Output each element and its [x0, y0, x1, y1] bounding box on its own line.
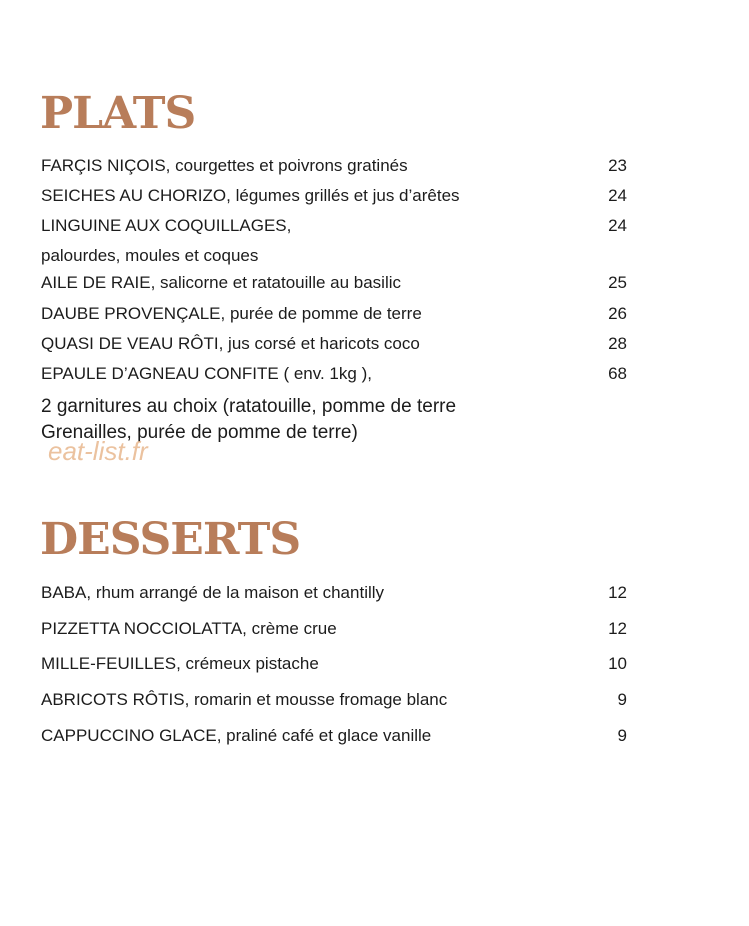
item-price: 25 — [608, 273, 627, 292]
item-name: BABA, — [41, 583, 92, 602]
menu-item — [41, 303, 627, 325]
item-description: purée de pomme de terre — [225, 304, 422, 323]
item-price: 28 — [608, 334, 627, 353]
item-name: MILLE-FEUILLES, — [41, 654, 181, 673]
garnish-line-1: 2 garnitures au choix (ratatouille, pomme de terre — [41, 396, 457, 417]
item-price: 9 — [617, 690, 627, 709]
menu-item — [41, 155, 627, 177]
item-description: légumes grillés et jus d’arêtes — [230, 186, 460, 205]
menu-item — [41, 618, 627, 640]
item-name: AILE DE RAIE, — [41, 273, 156, 292]
item-name: ABRICOTS RÔTIS, — [41, 690, 190, 709]
menu-item — [41, 333, 627, 355]
plats-heading: PLATS — [40, 88, 196, 139]
menu-item — [41, 689, 627, 711]
item-name: PIZZETTA NOCCIOLATTA, — [41, 619, 247, 638]
item-description: ( env. 1kg ), — [278, 364, 372, 383]
item-description: crème crue — [246, 619, 337, 638]
item-description-line2: palourdes, moules et coques — [41, 246, 259, 265]
item-name: FARÇIS NIÇOIS, — [41, 156, 171, 175]
item-description: jus corsé et haricots coco — [223, 334, 420, 353]
item-description: courgettes et poivrons gratinés — [170, 156, 408, 175]
item-price: 23 — [608, 156, 627, 175]
item-name: DAUBE PROVENÇALE, — [41, 304, 226, 323]
menu-item — [41, 185, 627, 207]
item-price: 10 — [608, 654, 627, 673]
menu-item — [41, 653, 627, 675]
item-price: 24 — [608, 216, 627, 235]
menu-item — [41, 272, 627, 294]
item-name: CAPPUCCINO GLACE, — [41, 726, 222, 745]
item-description: salicorne et ratatouille au basilic — [155, 273, 402, 292]
menu-item — [41, 582, 627, 604]
item-price: 26 — [608, 304, 627, 323]
item-price: 68 — [608, 364, 627, 383]
item-name: SEICHES AU CHORIZO, — [41, 186, 231, 205]
item-price: 24 — [608, 186, 627, 205]
item-description: crémeux pistache — [180, 654, 319, 673]
item-description: romarin et mousse fromage blanc — [189, 690, 448, 709]
menu-item — [41, 363, 627, 385]
item-price: 12 — [608, 583, 627, 602]
desserts-heading: DESSERTS — [40, 514, 301, 565]
item-name: QUASI DE VEAU RÔTI, — [41, 334, 224, 353]
item-name: EPAULE D’AGNEAU CONFITE — [41, 364, 279, 383]
item-price: 9 — [617, 726, 627, 745]
item-description: rhum arrangé de la maison et chantilly — [91, 583, 385, 602]
menu-item — [41, 725, 627, 747]
watermark: eat-list.fr — [48, 436, 148, 466]
garnish-line-2: Grenailles, purée de pomme de terre) — [41, 422, 358, 443]
menu-item — [41, 215, 627, 267]
item-price: 12 — [608, 619, 627, 638]
item-name: LINGUINE AUX COQUILLAGES, — [41, 216, 292, 235]
item-description: praliné café et glace vanille — [221, 726, 432, 745]
